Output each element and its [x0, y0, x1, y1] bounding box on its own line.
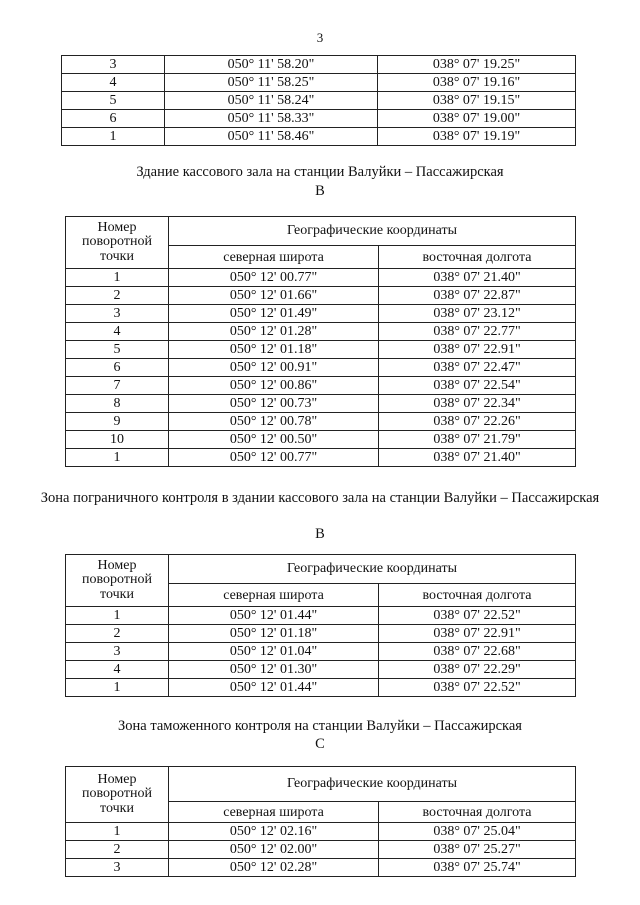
longitude-cell: 038° 07' 22.77" [379, 323, 576, 341]
table-row [66, 395, 576, 413]
point-number-cell: 3 [62, 56, 165, 74]
point-number-cell: 7 [66, 377, 169, 395]
point-number-header: Номер поворотной точки [66, 555, 169, 607]
latitude-cell: 050° 11' 58.20" [165, 56, 378, 74]
coordinates-table [65, 216, 576, 467]
table-row [66, 359, 576, 377]
point-number-cell: 5 [66, 341, 169, 359]
coordinates-table [65, 766, 576, 877]
longitude-cell: 038° 07' 19.16" [378, 74, 576, 92]
latitude-cell: 050° 12' 02.28" [169, 859, 379, 877]
table-row [62, 92, 576, 110]
point-number-cell: 1 [66, 679, 169, 697]
table-row [66, 859, 576, 877]
table-row [66, 449, 576, 467]
point-number-cell: 3 [66, 859, 169, 877]
longitude-cell: 038° 07' 22.54" [379, 377, 576, 395]
latitude-header: северная широта [169, 584, 379, 607]
latitude-cell: 050° 12' 01.18" [169, 625, 379, 643]
latitude-cell: 050° 11' 58.25" [165, 74, 378, 92]
longitude-cell: 038° 07' 21.40" [379, 449, 576, 467]
table-row [66, 305, 576, 323]
point-number-cell: 4 [62, 74, 165, 92]
geo-coords-header: Географические координаты [169, 767, 576, 802]
longitude-cell: 038° 07' 22.91" [379, 625, 576, 643]
point-number-cell: 1 [62, 128, 165, 146]
table-row [66, 323, 576, 341]
longitude-header: восточная долгота [379, 246, 576, 269]
section-letter: В [315, 526, 325, 542]
latitude-cell: 050° 12' 01.30" [169, 661, 379, 679]
table-row [66, 643, 576, 661]
point-number-cell: 1 [66, 607, 169, 625]
longitude-cell: 038° 07' 19.15" [378, 92, 576, 110]
table-row [66, 823, 576, 841]
table-row [62, 128, 576, 146]
longitude-cell: 038° 07' 19.25" [378, 56, 576, 74]
latitude-cell: 050° 12' 00.91" [169, 359, 379, 377]
latitude-header: северная широта [169, 802, 379, 823]
table-row [62, 74, 576, 92]
point-number-cell: 2 [66, 841, 169, 859]
section-letter: С [315, 736, 325, 752]
table-row [66, 607, 576, 625]
longitude-header: восточная долгота [379, 802, 576, 823]
latitude-cell: 050° 11' 58.24" [165, 92, 378, 110]
latitude-cell: 050° 12' 00.86" [169, 377, 379, 395]
table-row [66, 679, 576, 697]
table-row [66, 377, 576, 395]
longitude-header: восточная долгота [379, 584, 576, 607]
latitude-header: северная широта [169, 246, 379, 269]
latitude-cell: 050° 12' 02.16" [169, 823, 379, 841]
longitude-cell: 038° 07' 22.52" [379, 679, 576, 697]
longitude-cell: 038° 07' 22.26" [379, 413, 576, 431]
latitude-cell: 050° 12' 01.66" [169, 287, 379, 305]
latitude-cell: 050° 12' 01.44" [169, 679, 379, 697]
table-row [66, 413, 576, 431]
page-number: 3 [316, 30, 324, 45]
longitude-cell: 038° 07' 19.19" [378, 128, 576, 146]
point-number-header: Номер поворотной точки [66, 217, 169, 269]
point-number-cell: 3 [66, 305, 169, 323]
point-number-cell: 2 [66, 625, 169, 643]
longitude-cell: 038° 07' 22.29" [379, 661, 576, 679]
longitude-cell: 038° 07' 21.79" [379, 431, 576, 449]
latitude-cell: 050° 12' 01.28" [169, 323, 379, 341]
latitude-cell: 050° 11' 58.46" [165, 128, 378, 146]
table-row [66, 841, 576, 859]
longitude-cell: 038° 07' 22.52" [379, 607, 576, 625]
point-number-cell: 2 [66, 287, 169, 305]
point-number-cell: 1 [66, 823, 169, 841]
longitude-cell: 038° 07' 21.40" [379, 269, 576, 287]
longitude-cell: 038° 07' 22.47" [379, 359, 576, 377]
section-title: Здание кассового зала на станции Валуйки – Пассажирская [136, 164, 504, 180]
section-title: Зона пограничного контроля в здании кассового зала на станции Валуйки – Пассажирская [40, 490, 600, 506]
point-number-header: Номер поворотной точки [66, 767, 169, 823]
longitude-cell: 038° 07' 25.04" [379, 823, 576, 841]
point-number-cell: 4 [66, 323, 169, 341]
table-row [62, 56, 576, 74]
latitude-cell: 050° 12' 00.50" [169, 431, 379, 449]
section-title: Зона таможенного контроля на станции Валуйки – Пассажирская [118, 718, 522, 734]
point-number-cell: 3 [66, 643, 169, 661]
point-number-cell: 1 [66, 269, 169, 287]
latitude-cell: 050° 12' 00.78" [169, 413, 379, 431]
table-row [66, 341, 576, 359]
point-number-cell: 8 [66, 395, 169, 413]
table-row [66, 431, 576, 449]
table-row [66, 287, 576, 305]
point-number-cell: 4 [66, 661, 169, 679]
point-number-cell: 9 [66, 413, 169, 431]
longitude-cell: 038° 07' 25.74" [379, 859, 576, 877]
latitude-cell: 050° 12' 01.44" [169, 607, 379, 625]
point-number-cell: 5 [62, 92, 165, 110]
latitude-cell: 050° 12' 02.00" [169, 841, 379, 859]
longitude-cell: 038° 07' 22.34" [379, 395, 576, 413]
latitude-cell: 050° 12' 01.49" [169, 305, 379, 323]
latitude-cell: 050° 12' 01.18" [169, 341, 379, 359]
point-number-cell: 6 [66, 359, 169, 377]
longitude-cell: 038° 07' 23.12" [379, 305, 576, 323]
table-row [62, 110, 576, 128]
table-row [66, 661, 576, 679]
coordinates-table [65, 554, 576, 697]
latitude-cell: 050° 12' 00.77" [169, 449, 379, 467]
point-number-cell: 6 [62, 110, 165, 128]
table-row [66, 269, 576, 287]
latitude-cell: 050° 11' 58.33" [165, 110, 378, 128]
latitude-cell: 050° 12' 00.73" [169, 395, 379, 413]
coordinates-table-continued [61, 55, 576, 146]
point-number-cell: 1 [66, 449, 169, 467]
geo-coords-header: Географические координаты [169, 555, 576, 584]
longitude-cell: 038° 07' 22.87" [379, 287, 576, 305]
latitude-cell: 050° 12' 00.77" [169, 269, 379, 287]
longitude-cell: 038° 07' 19.00" [378, 110, 576, 128]
section-letter: В [315, 183, 325, 199]
latitude-cell: 050° 12' 01.04" [169, 643, 379, 661]
longitude-cell: 038° 07' 22.68" [379, 643, 576, 661]
longitude-cell: 038° 07' 22.91" [379, 341, 576, 359]
table-row [66, 625, 576, 643]
point-number-cell: 10 [66, 431, 169, 449]
geo-coords-header: Географические координаты [169, 217, 576, 246]
longitude-cell: 038° 07' 25.27" [379, 841, 576, 859]
